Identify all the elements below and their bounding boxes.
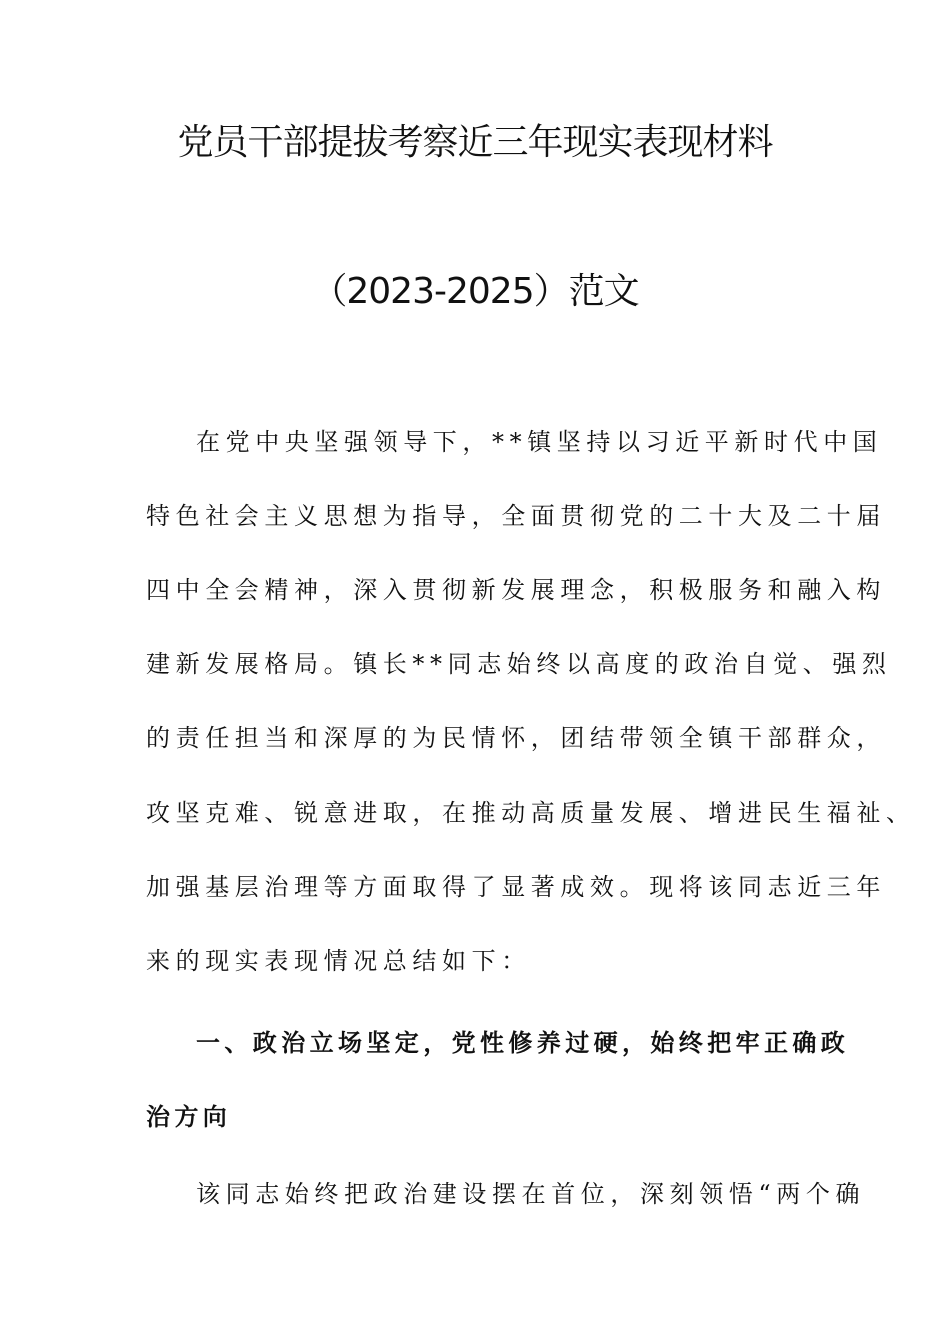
section-heading: 一、政治立场坚定，党性修养过硬，始终把牢正确政	[196, 1029, 850, 1057]
document-subtitle: （2023-2025）范文	[311, 271, 639, 312]
paragraph-line: 特色社会主义思想为指导，全面贯彻党的二十大及二十届	[146, 502, 886, 530]
document-title: 党员干部提拔考察近三年现实表现材料	[177, 122, 773, 163]
paragraph-line: 来的现实表现情况总结如下：	[146, 947, 531, 975]
section-heading: 治方向	[146, 1103, 232, 1131]
paragraph-line: 四中全会精神，深入贯彻新发展理念，积极服务和融入构	[146, 576, 886, 604]
paragraph-line: 建新发展格局。镇长**同志始终以高度的政治自觉、强烈	[146, 650, 892, 678]
paragraph-line: 加强基层治理等方面取得了显著成效。现将该同志近三年	[146, 873, 886, 901]
paragraph-line: 攻坚克难、锐意进取，在推动高质量发展、增进民生福祉、	[146, 799, 916, 827]
paragraph-line: 该同志始终把政治建设摆在首位，深刻领悟“两个确	[196, 1180, 866, 1208]
paragraph-line: 在党中央坚强领导下，**镇坚持以习近平新时代中国	[196, 428, 883, 456]
paragraph-line: 的责任担当和深厚的为民情怀，团结带领全镇干部群众，	[146, 724, 886, 752]
